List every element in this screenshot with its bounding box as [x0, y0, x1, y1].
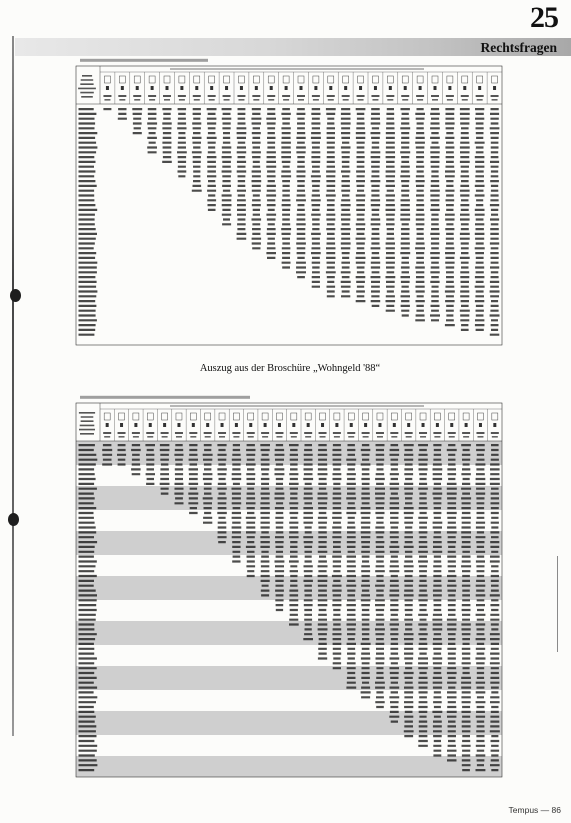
- column-header-label-illegible: [208, 95, 216, 97]
- column-header-unit-illegible: [209, 99, 215, 101]
- column-header-label-illegible: [252, 95, 260, 97]
- column-header-digit: [180, 86, 183, 90]
- column-header-unit-illegible: [313, 99, 319, 101]
- column-header-unit-illegible: [305, 436, 311, 438]
- column-header-unit-illegible: [276, 436, 282, 438]
- column-header-digit: [192, 423, 195, 427]
- table-column-values: [476, 444, 486, 771]
- table-column-values: [475, 108, 485, 331]
- column-header-unit-illegible: [134, 99, 140, 101]
- column-header-digit: [359, 86, 362, 90]
- table-column-values: [311, 108, 321, 288]
- column-header-digit: [120, 423, 123, 427]
- column-header-label-illegible: [178, 95, 186, 97]
- column-header-digit: [221, 423, 224, 427]
- column-header-unit-illegible: [377, 436, 383, 438]
- column-header-digit: [106, 423, 109, 427]
- column-header-label-illegible: [386, 95, 394, 97]
- column-header-symbol: [348, 413, 354, 420]
- column-header-label-illegible: [371, 95, 379, 97]
- column-header-unit-illegible: [224, 99, 230, 101]
- label-column-header-illegible: [78, 75, 96, 98]
- punch-hole-mark: [8, 513, 19, 526]
- column-header-digit: [321, 423, 324, 427]
- column-header-label-illegible: [401, 95, 409, 97]
- header-span-title-illegible: [170, 405, 424, 407]
- column-header-symbol: [276, 413, 282, 420]
- column-header-digit: [206, 423, 209, 427]
- column-header-digit: [264, 423, 267, 427]
- column-header-label-illegible: [204, 432, 212, 434]
- column-header-unit-illegible: [104, 99, 110, 101]
- page-edge-line: [557, 556, 558, 652]
- table-column-values: [188, 444, 198, 514]
- column-header-symbol: [134, 76, 140, 83]
- column-header-unit-illegible: [298, 99, 304, 101]
- column-header-unit-illegible: [238, 99, 244, 101]
- column-header-digit: [493, 86, 496, 90]
- column-header-unit-illegible: [205, 436, 211, 438]
- column-header-symbol: [176, 413, 182, 420]
- column-header-label-illegible: [146, 432, 154, 434]
- column-header-symbol: [417, 76, 423, 83]
- column-header-unit-illegible: [477, 99, 483, 101]
- column-header-digit: [419, 86, 422, 90]
- table-column-values: [490, 108, 500, 336]
- table-column-values: [177, 108, 187, 177]
- column-header-label-illegible: [118, 432, 126, 434]
- column-header-label-illegible: [133, 95, 141, 97]
- table-column-values: [266, 108, 276, 259]
- column-header-unit-illegible: [176, 436, 182, 438]
- column-header-unit-illegible: [358, 99, 364, 101]
- table-column-values: [430, 108, 440, 321]
- column-header-label-illegible: [290, 432, 298, 434]
- column-header-unit-illegible: [179, 99, 185, 101]
- column-header-digit: [149, 423, 152, 427]
- column-header-symbol: [104, 413, 110, 420]
- column-header-label-illegible: [357, 95, 365, 97]
- column-header-symbol: [334, 413, 340, 420]
- table-column-values: [222, 108, 232, 225]
- table-column-values: [326, 108, 336, 297]
- table-column-values: [303, 444, 313, 640]
- column-header-digit: [166, 86, 169, 90]
- column-header-digit: [278, 423, 281, 427]
- column-header-digit: [106, 86, 109, 90]
- wohngeld-table-top: [74, 58, 504, 350]
- column-header-digit: [448, 86, 451, 90]
- row-label-column-values: [79, 108, 98, 336]
- column-header-symbol: [224, 76, 230, 83]
- column-header-label-illegible: [267, 95, 275, 97]
- column-header-digit: [292, 423, 295, 427]
- table-column-values: [461, 444, 471, 771]
- column-header-label-illegible: [297, 95, 305, 97]
- column-header-symbol: [434, 413, 440, 420]
- column-header-symbol: [147, 413, 153, 420]
- table-column-values: [275, 444, 285, 611]
- column-header-digit: [314, 86, 317, 90]
- column-header-unit-illegible: [492, 99, 498, 101]
- column-header-digit: [350, 423, 353, 427]
- column-header-digit: [151, 86, 154, 90]
- column-header-symbol: [194, 76, 200, 83]
- column-header-label-illegible: [132, 432, 140, 434]
- column-header-unit-illegible: [283, 99, 289, 101]
- column-header-symbol: [305, 413, 311, 420]
- column-header-symbol: [477, 76, 483, 83]
- table-column-values: [415, 108, 425, 321]
- column-header-unit-illegible: [420, 436, 426, 438]
- page-footer: Tempus — 86: [508, 805, 561, 815]
- column-header-digit: [404, 86, 407, 90]
- column-header-unit-illegible: [147, 436, 153, 438]
- column-header-digit: [493, 423, 496, 427]
- column-header-symbol: [377, 413, 383, 420]
- label-column-header-illegible: [79, 412, 95, 435]
- column-header-digit: [407, 423, 410, 427]
- column-header-unit-illegible: [162, 436, 168, 438]
- column-header-digit: [378, 423, 381, 427]
- column-header-symbol: [248, 413, 254, 420]
- column-header-unit-illegible: [372, 99, 378, 101]
- column-header-symbol: [262, 413, 268, 420]
- column-header-unit-illegible: [463, 436, 469, 438]
- column-header-symbol: [164, 76, 170, 83]
- column-header-symbol: [320, 413, 326, 420]
- column-header-symbol: [291, 413, 297, 420]
- table-column-values: [460, 108, 470, 331]
- column-header-symbol: [149, 76, 155, 83]
- column-header-label-illegible: [347, 432, 355, 434]
- column-header-digit: [422, 423, 425, 427]
- column-header-label-illegible: [247, 432, 255, 434]
- column-header-unit-illegible: [447, 99, 453, 101]
- column-header-label-illegible: [275, 432, 283, 434]
- column-header-unit-illegible: [402, 99, 408, 101]
- column-header-symbol: [268, 76, 274, 83]
- column-header-label-illegible: [476, 432, 484, 434]
- column-header-unit-illegible: [253, 99, 259, 101]
- column-header-unit-illegible: [133, 436, 139, 438]
- column-header-symbol: [298, 76, 304, 83]
- table-column-values: [371, 108, 381, 307]
- column-header-digit: [344, 86, 347, 90]
- column-header-unit-illegible: [462, 99, 468, 101]
- column-header-label-illegible: [333, 432, 341, 434]
- column-header-digit: [393, 423, 396, 427]
- column-header-unit-illegible: [492, 436, 498, 438]
- column-header-unit-illegible: [248, 436, 254, 438]
- table-column-values: [296, 108, 306, 278]
- column-header-symbol: [133, 413, 139, 420]
- column-header-unit-illegible: [477, 436, 483, 438]
- table-column-values: [375, 444, 385, 708]
- column-header-label-illegible: [342, 95, 350, 97]
- column-header-unit-illegible: [432, 99, 438, 101]
- punch-hole-mark: [10, 289, 21, 302]
- column-header-unit-illegible: [149, 99, 155, 101]
- column-header-unit-illegible: [104, 436, 110, 438]
- column-header-digit: [249, 423, 252, 427]
- column-header-symbol: [391, 413, 397, 420]
- column-header-digit: [436, 423, 439, 427]
- page-number: 25: [530, 1, 558, 34]
- column-header-symbol: [402, 76, 408, 83]
- column-header-label-illegible: [103, 432, 111, 434]
- row-shading-band: [76, 756, 502, 777]
- table-column-values: [260, 444, 270, 597]
- table-column-values: [246, 444, 256, 577]
- column-header-symbol: [462, 76, 468, 83]
- column-header-symbol: [406, 413, 412, 420]
- column-header-label-illegible: [362, 432, 370, 434]
- column-header-symbol: [363, 413, 369, 420]
- table-column-values: [346, 444, 356, 689]
- column-header-label-illegible: [282, 95, 290, 97]
- table-column-values: [118, 108, 127, 120]
- column-header-digit: [285, 86, 288, 90]
- column-header-label-illegible: [433, 432, 441, 434]
- column-header-unit-illegible: [194, 99, 200, 101]
- column-header-symbol: [104, 76, 110, 83]
- column-header-unit-illegible: [233, 436, 239, 438]
- column-header-unit-illegible: [328, 99, 334, 101]
- column-header-symbol: [432, 76, 438, 83]
- column-header-label-illegible: [261, 432, 269, 434]
- table-column-values: [418, 444, 428, 747]
- column-header-digit: [235, 423, 238, 427]
- column-header-symbol: [313, 76, 319, 83]
- column-header-unit-illegible: [268, 99, 274, 101]
- column-header-symbol: [449, 413, 455, 420]
- table-column-values: [103, 108, 111, 110]
- column-header-unit-illegible: [334, 436, 340, 438]
- column-header-symbol: [372, 76, 378, 83]
- column-header-label-illegible: [431, 95, 439, 97]
- table-column-values: [251, 108, 261, 249]
- column-header-symbol: [420, 413, 426, 420]
- column-header-digit: [300, 86, 303, 90]
- column-header-digit: [479, 423, 482, 427]
- column-header-label-illegible: [218, 432, 226, 434]
- column-header-label-illegible: [416, 95, 424, 97]
- column-header-symbol: [328, 76, 334, 83]
- table-column-values: [217, 444, 227, 543]
- header-span-title-illegible: [170, 68, 424, 70]
- column-header-unit-illegible: [262, 436, 268, 438]
- column-header-symbol: [238, 76, 244, 83]
- column-header-symbol: [190, 413, 196, 420]
- column-header-symbol: [463, 413, 469, 420]
- column-header-label-illegible: [448, 432, 456, 434]
- column-header-digit: [121, 86, 124, 90]
- column-header-unit-illegible: [164, 99, 170, 101]
- column-header-symbol: [119, 413, 125, 420]
- column-header-unit-illegible: [291, 436, 297, 438]
- table-column-values: [192, 108, 202, 192]
- column-header-label-illegible: [163, 95, 171, 97]
- table-column-values: [237, 108, 247, 240]
- section-title: Rechtsfragen: [480, 40, 557, 55]
- column-header-digit: [240, 86, 243, 90]
- column-header-unit-illegible: [190, 436, 196, 438]
- column-header-symbol: [253, 76, 259, 83]
- table-column-values: [162, 108, 172, 163]
- table-column-values: [361, 444, 371, 698]
- column-header-label-illegible: [161, 432, 169, 434]
- column-header-label-illegible: [319, 432, 327, 434]
- column-header-symbol: [179, 76, 185, 83]
- column-header-digit: [374, 86, 377, 90]
- column-header-unit-illegible: [406, 436, 412, 438]
- column-header-unit-illegible: [320, 436, 326, 438]
- column-header-label-illegible: [118, 95, 126, 97]
- column-header-symbol: [233, 413, 239, 420]
- column-header-digit: [465, 423, 468, 427]
- column-header-digit: [307, 423, 310, 427]
- table-column-values: [281, 108, 291, 269]
- column-header-label-illegible: [476, 95, 484, 97]
- table-column-values: [356, 108, 366, 302]
- column-header-label-illegible: [491, 432, 499, 434]
- column-header-unit-illegible: [391, 436, 397, 438]
- column-header-symbol: [492, 413, 498, 420]
- column-header-digit: [255, 86, 258, 90]
- column-header-symbol: [358, 76, 364, 83]
- table-column-values: [341, 108, 351, 297]
- column-header-digit: [210, 86, 213, 90]
- column-header-unit-illegible: [343, 99, 349, 101]
- column-header-digit: [450, 423, 453, 427]
- column-header-digit: [335, 423, 338, 427]
- column-header-unit-illegible: [417, 99, 423, 101]
- table-column-values: [132, 108, 142, 134]
- column-header-symbol: [492, 76, 498, 83]
- column-header-label-illegible: [446, 95, 454, 97]
- table-column-values: [445, 108, 455, 326]
- column-header-digit: [134, 423, 137, 427]
- column-header-digit: [434, 86, 437, 90]
- binder-edge-line: [12, 36, 14, 736]
- column-header-symbol: [209, 76, 215, 83]
- column-header-symbol: [387, 76, 393, 83]
- table-column-values: [145, 444, 155, 485]
- column-header-label-illegible: [103, 95, 111, 97]
- column-header-label-illegible: [491, 95, 499, 97]
- column-header-symbol: [283, 76, 289, 83]
- column-header-unit-illegible: [449, 436, 455, 438]
- column-header-label-illegible: [148, 95, 156, 97]
- column-header-unit-illegible: [219, 436, 225, 438]
- column-header-digit: [463, 86, 466, 90]
- table-column-values: [207, 108, 217, 211]
- column-header-label-illegible: [223, 95, 231, 97]
- column-header-symbol: [343, 76, 349, 83]
- column-header-symbol: [447, 76, 453, 83]
- column-header-label-illegible: [376, 432, 384, 434]
- column-header-label-illegible: [327, 95, 335, 97]
- column-header-label-illegible: [461, 95, 469, 97]
- column-header-digit: [329, 86, 332, 90]
- column-header-unit-illegible: [119, 99, 125, 101]
- table-column-values: [147, 108, 157, 153]
- column-header-symbol: [162, 413, 168, 420]
- column-header-symbol: [219, 413, 225, 420]
- column-header-label-illegible: [312, 95, 320, 97]
- column-header-label-illegible: [237, 95, 245, 97]
- column-header-unit-illegible: [119, 436, 125, 438]
- column-header-unit-illegible: [363, 436, 369, 438]
- table-title-illegible: [80, 396, 250, 399]
- column-header-label-illegible: [304, 432, 312, 434]
- table-column-values: [490, 444, 500, 771]
- column-header-digit: [195, 86, 198, 90]
- column-header-digit: [389, 86, 392, 90]
- figure-caption: Auszug aus der Broschüre „Wohngeld '88“: [199, 363, 381, 374]
- column-header-digit: [478, 86, 481, 90]
- table-column-values: [404, 444, 414, 737]
- table-column-values: [400, 108, 410, 317]
- table-title-illegible: [80, 59, 208, 62]
- column-header-symbol: [119, 76, 125, 83]
- column-header-label-illegible: [462, 432, 470, 434]
- column-header-label-illegible: [189, 432, 197, 434]
- column-header-digit: [225, 86, 228, 90]
- column-header-label-illegible: [390, 432, 398, 434]
- wohngeld-table-bottom: [74, 395, 504, 783]
- column-header-unit-illegible: [387, 99, 393, 101]
- column-header-digit: [364, 423, 367, 427]
- column-header-digit: [270, 86, 273, 90]
- column-header-digit: [163, 423, 166, 427]
- column-header-label-illegible: [405, 432, 413, 434]
- column-header-digit: [177, 423, 180, 427]
- column-header-label-illegible: [193, 95, 201, 97]
- column-header-label-illegible: [175, 432, 183, 434]
- column-header-label-illegible: [232, 432, 240, 434]
- column-header-unit-illegible: [348, 436, 354, 438]
- column-header-symbol: [205, 413, 211, 420]
- column-header-unit-illegible: [434, 436, 440, 438]
- column-header-label-illegible: [419, 432, 427, 434]
- table-column-values: [386, 108, 396, 312]
- column-header-symbol: [477, 413, 483, 420]
- column-header-digit: [136, 86, 139, 90]
